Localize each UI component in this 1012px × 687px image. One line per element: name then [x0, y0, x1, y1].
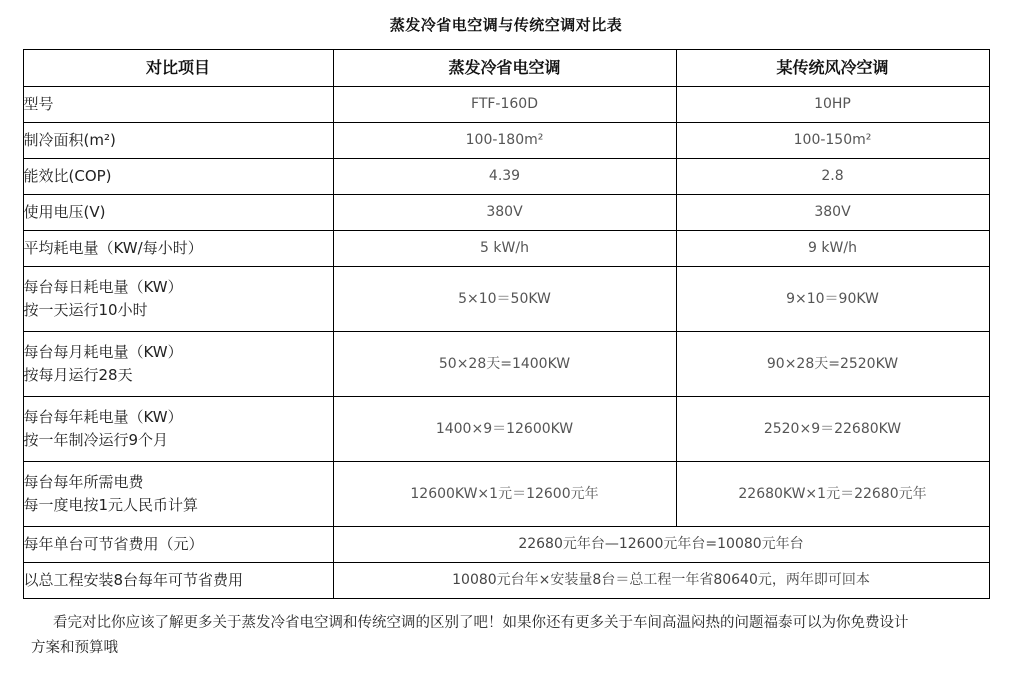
row-value-evaporative: 380V: [333, 195, 676, 231]
column-header-traditional: 某传统风冷空调: [676, 50, 989, 87]
row-label-line1: 每台每日耗电量（KW）: [23, 277, 183, 296]
row-value-traditional: 2520×9＝22680KW: [676, 397, 989, 462]
table-row: [23, 195, 989, 231]
row-label: [23, 462, 333, 527]
row-label-line2: 每一度电按1元人民币计算: [23, 496, 199, 514]
row-label-line1: 每台每年所需电费: [23, 472, 144, 491]
table-row: [23, 462, 989, 527]
row-label: 制冷面积(m²): [23, 123, 333, 159]
row-value-traditional: 22680KW×1元＝22680元年: [676, 462, 989, 527]
row-label: 每年单台可节省费用（元）: [23, 527, 333, 563]
row-value-traditional: 10HP: [676, 87, 989, 123]
row-value-evaporative: FTF-160D: [333, 87, 676, 123]
row-value-traditional: 100-150m²: [676, 123, 989, 159]
table-row: [23, 87, 989, 123]
footnote-line1: 看完对比你应该了解更多关于蒸发冷省电空调和传统空调的区别了吧！如果你还有更多关于车间高温闷热的问题福泰可以为你免费设计: [53, 615, 909, 631]
row-value-traditional: 9 kW/h: [676, 231, 989, 267]
table-header-row: [23, 50, 989, 87]
row-value-evaporative: 5 kW/h: [333, 231, 676, 267]
page-title: 蒸发冷省电空调与传统空调对比表: [389, 16, 623, 34]
row-label-line1: 每台每月耗电量（KW）: [23, 342, 183, 361]
row-label-line1: 每台每年耗电量（KW）: [23, 407, 183, 426]
row-label: 平均耗电量（KW/每小时）: [23, 231, 333, 267]
row-label: 以总工程安装8台每年可节省费用: [23, 563, 333, 599]
table-body: [23, 87, 989, 599]
row-value-evaporative: 12600KW×1元＝12600元年: [333, 462, 676, 527]
row-label: 型号: [23, 87, 333, 123]
table-row-summary: [23, 527, 989, 563]
table-row: [23, 332, 989, 397]
row-label-line2: 按一年制冷运行9个月: [23, 431, 169, 449]
table-row-summary: [23, 563, 989, 599]
footnote: [31, 611, 981, 662]
table-row: [23, 159, 989, 195]
row-value-evaporative: 4.39: [333, 159, 676, 195]
table-header: [23, 50, 989, 87]
row-value-traditional: 380V: [676, 195, 989, 231]
row-value-evaporative: 50×28天=1400KW: [333, 332, 676, 397]
row-value-evaporative: 1400×9＝12600KW: [333, 397, 676, 462]
row-value-evaporative: 5×10＝50KW: [333, 267, 676, 332]
row-value-saving-per-unit: 22680元年台—12600元年台=10080元年台: [333, 527, 989, 563]
table-row: [23, 123, 989, 159]
table-row: [23, 231, 989, 267]
footnote-line2: 方案和预算哦: [31, 640, 118, 657]
row-label: 能效比(COP): [23, 159, 333, 195]
row-label-line2: 按一天运行10小时: [23, 301, 148, 319]
row-label: 使用电压(V): [23, 195, 333, 231]
table-row: [23, 267, 989, 332]
column-header-item: 对比项目: [23, 50, 333, 87]
row-value-evaporative: 100-180m²: [333, 123, 676, 159]
column-header-evaporative: 蒸发冷省电空调: [333, 50, 676, 87]
comparison-table: [23, 49, 990, 599]
row-label: [23, 267, 333, 332]
row-value-traditional: 9×10＝90KW: [676, 267, 989, 332]
row-value-traditional: 2.8: [676, 159, 989, 195]
table-row: [23, 397, 989, 462]
row-label: [23, 332, 333, 397]
row-value-saving-total: 10080元台年×安装量8台＝总工程一年省80640元，两年即可回本: [333, 563, 989, 599]
row-label-line2: 按每月运行28天: [23, 366, 133, 384]
row-label: [23, 397, 333, 462]
row-value-traditional: 90×28天=2520KW: [676, 332, 989, 397]
